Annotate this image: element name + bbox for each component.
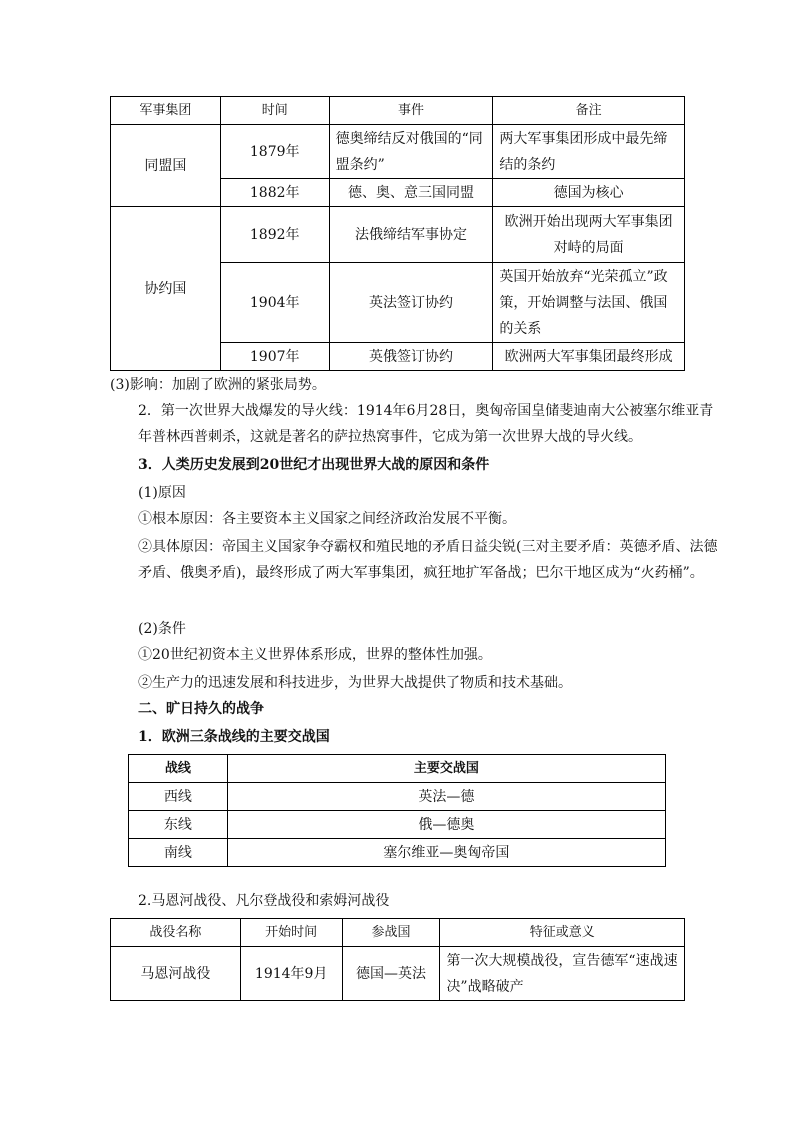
condition-2-paragraph: ②生产力的迅速发展和科技进步，为世界大战提供了物质和技术基础。	[138, 675, 572, 691]
table-row	[129, 839, 666, 867]
time-cell: 1904年	[220, 263, 329, 343]
front-cell: 西线	[129, 783, 228, 811]
front-cell: 南线	[129, 839, 228, 867]
condition-subheading: (2)条件	[138, 621, 186, 637]
event-cell: 英俄签订协约	[329, 343, 493, 371]
battle-meaning-cell: 第一次大规模战役，宣告德军“速战速决”战略破产	[440, 947, 685, 1001]
time-cell: 1879年	[220, 125, 329, 179]
battles-table	[110, 918, 685, 1001]
military-blocs-table	[110, 96, 685, 371]
table-row	[111, 207, 685, 263]
root-cause-paragraph: ①根本原因：各主要资本主义国家之间经济政治发展不平衡。	[138, 511, 516, 527]
header-cell: 事件	[329, 97, 493, 125]
header-cell: 备注	[493, 97, 685, 125]
table-row	[129, 811, 666, 839]
header-cell: 参战国	[342, 919, 440, 947]
section-heading: 二、旷日持久的战争	[138, 701, 264, 717]
header-cell: 战役名称	[111, 919, 241, 947]
fronts-heading: 1．欧洲三条战线的主要交战国	[138, 729, 330, 745]
parties-cell: 英法—德	[227, 783, 665, 811]
time-cell: 1907年	[220, 343, 329, 371]
table-header-row	[111, 97, 685, 125]
battle-time-cell: 1914年9月	[240, 947, 342, 1001]
note-cell: 欧洲两大军事集团最终形成	[493, 343, 685, 371]
note-cell: 德国为核心	[493, 179, 685, 207]
parties-cell: 塞尔维亚—奥匈帝国	[227, 839, 665, 867]
influence-paragraph: (3)影响：加剧了欧洲的紧张局势。	[110, 377, 326, 393]
time-cell: 1882年	[220, 179, 329, 207]
condition-1-paragraph: ①20世纪初资本主义世界体系形成，世界的整体性加强。	[138, 647, 492, 663]
header-cell: 时间	[220, 97, 329, 125]
header-cell: 开始时间	[240, 919, 342, 947]
battle-name-cell: 马恩河战役	[111, 947, 241, 1001]
group-cell: 协约国	[111, 207, 221, 371]
battle-countries-cell: 德国—英法	[342, 947, 440, 1001]
event-cell: 德、奥、意三国同盟	[329, 179, 493, 207]
event-cell: 英法签订协约	[329, 263, 493, 343]
group-cell: 同盟国	[111, 125, 221, 207]
table-row	[111, 947, 685, 1001]
parties-cell: 俄—德奥	[227, 811, 665, 839]
header-cell: 主要交战国	[227, 755, 665, 783]
table-header-row	[111, 919, 685, 947]
note-cell: 英国开始放弃“光荣孤立”政策，开始调整与法国、俄国的关系	[493, 263, 685, 343]
causes-heading: 3．人类历史发展到20世纪才出现世界大战的原因和条件	[138, 457, 490, 473]
table-row	[129, 783, 666, 811]
fuse-paragraph: 2．第一次世界大战爆发的导火线：1914年6月28日，奥匈帝国皇储斐迪南大公被塞尔维亚青年普林西普刺杀，这就是著名的萨拉热窝事件，它成为第一次世界大战的导火线。	[138, 403, 714, 445]
header-cell: 特征或意义	[440, 919, 685, 947]
table-row	[111, 125, 685, 179]
specific-cause-paragraph: ②具体原因：帝国主义国家争夺霸权和殖民地的矛盾日益尖锐(三对主要矛盾：英德矛盾、法德矛盾、俄奥矛盾)，最终形成了两大军事集团，疯狂地扩军备战；巴尔干地区成为“火药桶”。	[138, 539, 718, 581]
header-cell: 战线	[129, 755, 228, 783]
event-cell: 法俄缔结军事协定	[329, 207, 493, 263]
cause-subheading: (1)原因	[138, 485, 186, 501]
front-cell: 东线	[129, 811, 228, 839]
note-cell: 欧洲开始出现两大军事集团对峙的局面	[493, 207, 685, 263]
note-cell: 两大军事集团形成中最先缔结的条约	[493, 125, 685, 179]
battles-heading: 2.马恩河战役、凡尔登战役和索姆河战役	[138, 893, 390, 909]
event-cell: 德奥缔结反对俄国的“同盟条约”	[329, 125, 493, 179]
time-cell: 1892年	[220, 207, 329, 263]
header-cell: 军事集团	[111, 97, 221, 125]
table-header-row	[129, 755, 666, 783]
fronts-table	[128, 754, 666, 867]
